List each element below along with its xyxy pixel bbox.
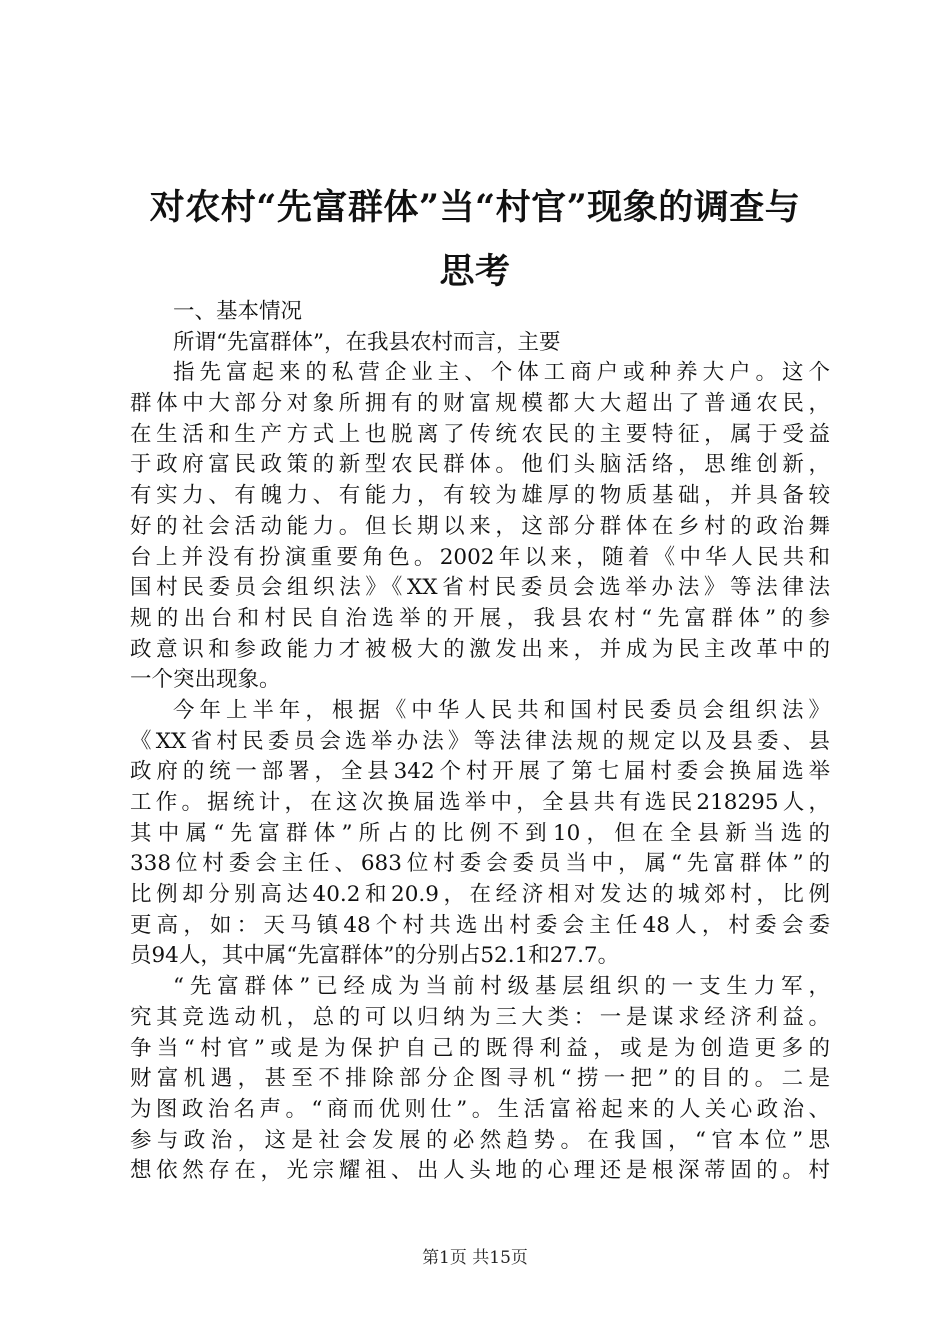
- text-line: 为图政治名声。“商而优则仕”。生活富裕起来的人关心政治、: [130, 1096, 830, 1122]
- text-line: 想依然存在，光宗耀祖、出人头地的心理还是根深蒂固的。村: [130, 1158, 830, 1184]
- text-line: 台上并没有扮演重要角色。2002年以来，随着《中华人民共和: [130, 544, 830, 570]
- text-line: 指先富起来的私营企业主、个体工商户或种养大户。这个: [173, 360, 830, 386]
- text-line: 规的出台和村民自治选举的开展，我县农村“先富群体”的参: [130, 605, 830, 631]
- text-line: 比例却分别高达40.2和20.9，在经济相对发达的城郊村，比例: [130, 882, 830, 908]
- text-line: 所谓“先富群体”，在我县农村而言，主要: [173, 329, 561, 355]
- text-line: 工作。据统计，在这次换届选举中，全县共有选民218295人，: [130, 790, 830, 815]
- text-line: 究其竞选动机，总的可以归纳为三大类：一是谋求经济利益。: [130, 1004, 830, 1030]
- title-line-1: 对农村“先富群体”当“村官”现象的调查与: [149, 187, 801, 228]
- text-line: 其中属“先富群体”所占的比例不到10，但在全县新当选的: [130, 820, 830, 846]
- text-line: 政府的统一部署，全县342个村开展了第七届村委会换届选举: [130, 759, 830, 785]
- text-line: 群体中大部分对象所拥有的财富规模都大大超出了普通农民，: [130, 391, 830, 417]
- text-line: 于政府富民政策的新型农民群体。他们头脑活络，思维创新，: [130, 452, 830, 478]
- text-line: 好的社会活动能力。但长期以来，这部分群体在乡村的政治舞: [130, 513, 830, 539]
- text-line: 338位村委会主任、683位村委会委员当中，属“先富群体”的: [130, 851, 830, 877]
- title-line-2: 思考: [439, 251, 511, 292]
- document-title: [110, 176, 840, 304]
- page-footer: 第1页 共15页: [422, 1248, 528, 1268]
- text-line: 政意识和参政能力才被极大的激发出来，并成为民主改革中的: [130, 636, 830, 662]
- text-line: 争当“村官”或是为保护自己的既得利益，或是为创造更多的: [130, 1035, 830, 1061]
- text-line: 有实力、有魄力、有能力，有较为雄厚的物质基础，并具备较: [130, 483, 830, 509]
- text-line: 今年上半年，根据《中华人民共和国村民委员会组织法》: [173, 697, 830, 723]
- text-line: 财富机遇，甚至不排除部分企图寻机“捞一把”的目的。二是: [130, 1066, 830, 1092]
- text-line: 《XX省村民委员会选举办法》等法律法规的规定以及县委、县: [130, 728, 830, 754]
- text-line: 参与政治，这是社会发展的必然趋势。在我国，“官本位”思: [130, 1127, 830, 1153]
- text-line: “先富群体”已经成为当前村级基层组织的一支生力军，: [173, 974, 830, 1000]
- document-body: [130, 297, 830, 1187]
- text-line: 一、基本情况: [173, 299, 303, 324]
- text-line: 在生活和生产方式上也脱离了传统农民的主要特征，属于受益: [130, 421, 830, 447]
- text-line: 国村民委员会组织法》《XX省村民委员会选举办法》等法律法: [130, 575, 830, 601]
- text-line: 更高，如：天马镇48个村共选出村委会主任48人，村委会委: [130, 912, 830, 938]
- text-line: 一个突出现象。: [130, 667, 281, 693]
- text-line: 员94人，其中属“先富群体”的分别占52.1和27.7。: [130, 943, 620, 969]
